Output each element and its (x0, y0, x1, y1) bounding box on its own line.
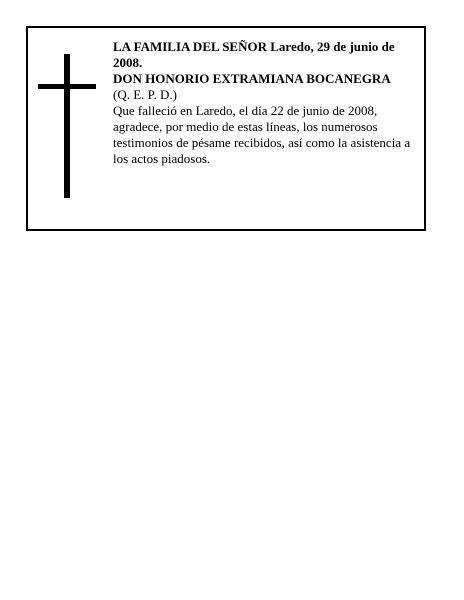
family-heading: LA FAMILIA DEL SEÑOR Laredo, 29 de junio de 2008. (113, 39, 395, 70)
rip-abbreviation: (Q. E. P. D.) (113, 87, 177, 102)
cross-icon (64, 54, 70, 198)
notice-body: Que falleció en Laredo, el día 22 de junio de 2008, agradece, por medio de estas líneas, los numerosos testimonios de pésame recibidos, así como la asistencia a los actos piadosos. (113, 103, 411, 166)
obituary-text-block (113, 39, 418, 167)
cross-icon-crossbar (38, 84, 96, 89)
deceased-name: DON HONORIO EXTRAMIANA BOCANEGRA (113, 71, 391, 86)
